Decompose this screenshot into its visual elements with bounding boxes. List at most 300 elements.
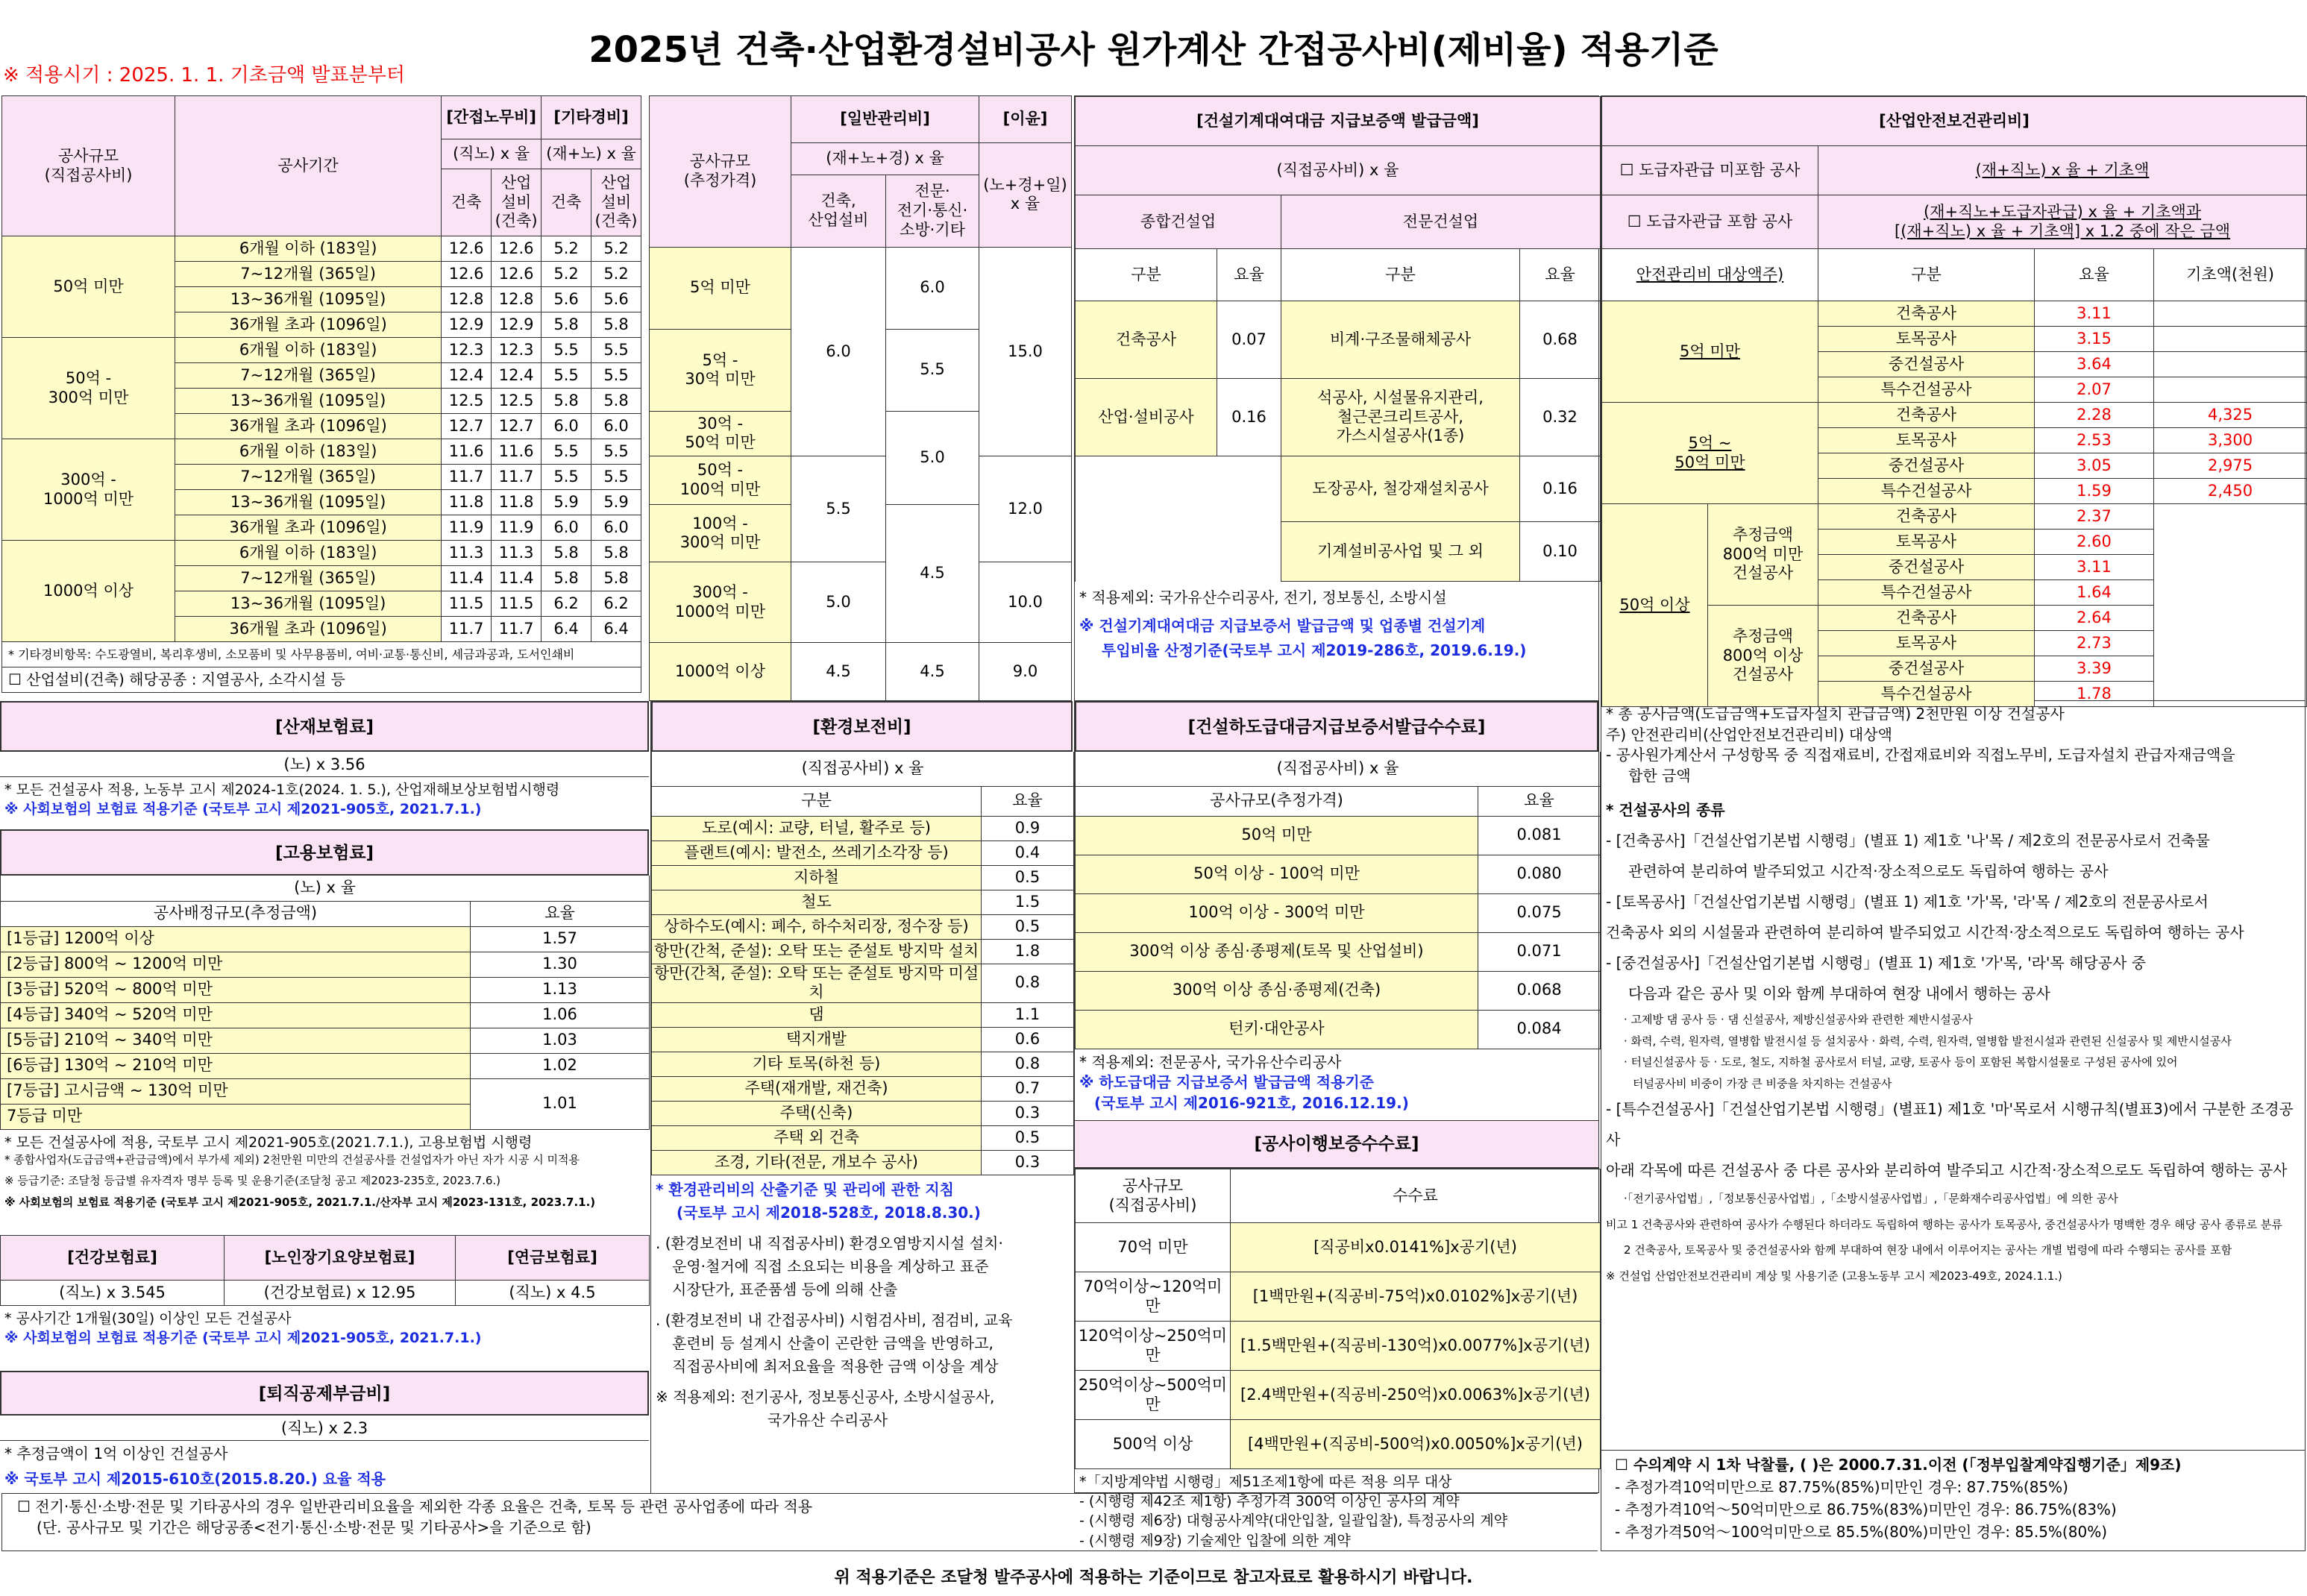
perf-scale: 70억이상~120억미만 xyxy=(1076,1272,1231,1322)
kinds-line: 아래 각목에 따른 건설공사 중 다른 공사와 분리하여 발주되고 시간적·장소적으로도 독립하여 행하는 공사 xyxy=(1606,1161,2288,1180)
rate-cell: 5.8 xyxy=(542,541,591,566)
rate-cell: 11.8 xyxy=(442,490,492,515)
env-type: 주택(신축) xyxy=(652,1101,982,1125)
sub-scale: 50억 미만 xyxy=(1076,816,1478,855)
gm-value: 5.0 xyxy=(791,562,886,643)
bid-line: - 추정가격50억～100억미만으로 85.5%(80%)미만인 경우: 85.5%(80%) xyxy=(1615,1523,2107,1541)
footer-note: 위 적용기준은 조달청 발주공사에 적용하는 기준이므로 참고자료로 활용하시기 바랍니다. xyxy=(834,1568,1473,1587)
safety-type: 건축공사 xyxy=(1818,606,2035,631)
perf-scale: 250억이상~500억미만 xyxy=(1076,1371,1231,1420)
safety-rate: 3.11 xyxy=(2035,301,2154,327)
environment-section xyxy=(650,701,1073,1493)
rate-cell: 5.5 xyxy=(591,439,641,465)
scale-cell: 1000억 이상 xyxy=(2,541,175,642)
env-rate: 0.3 xyxy=(982,1150,1074,1175)
env-note: . (환경보전비 내 직접공사비) 환경오염방지시설 설치· xyxy=(656,1234,1003,1252)
rate-cell: 11.4 xyxy=(442,566,492,591)
health-formula: (직노) x 3.545 xyxy=(1,1281,225,1306)
machine-title: [건설기계대여대금 지급보증액 발급금액] xyxy=(1076,97,1601,146)
env-note: 훈련비 등 설계시 산출이 곤란한 금액을 반영하고, xyxy=(672,1333,994,1352)
period-cell: 6개월 이하 (183일) xyxy=(175,541,442,566)
machine-type: 도장공사, 철강재설치공사 xyxy=(1281,456,1520,522)
employ-note: ※ 등급기준: 조달청 등급별 유자격자 명부 등록 및 운용기준(조달청 공고 제2023-235호, 2023.7.6.) xyxy=(4,1174,501,1188)
sub-scale: 턴키·대안공사 xyxy=(1076,1010,1478,1049)
period-cell: 6개월 이하 (183일) xyxy=(175,439,442,465)
perf-note: - (시행령 제9장) 기술제안 입찰에 의한 계약 xyxy=(1079,1532,1351,1549)
safety-option: ☐ 도급자관급 미포함 공사 xyxy=(1602,146,1818,195)
employ-grade: 7등급 미만 xyxy=(1,1104,471,1129)
machine-rate: 0.16 xyxy=(1520,456,1601,522)
profit-value: 12.0 xyxy=(979,456,1072,562)
col-indirect-labor: [간접노무비] xyxy=(442,96,542,139)
perf-note: - (시행령 제6장) 대형공사계약(대안입찰, 일괄입찰), 특정공사의 계약 xyxy=(1079,1512,1508,1530)
col-scale: 공사규모 (추정가격) xyxy=(650,96,791,248)
rate-cell: 12.6 xyxy=(442,262,492,287)
safety-type: 중건설공사 xyxy=(1818,555,2035,580)
safety-sub: 추정금액 800억 이상 건설공사 xyxy=(1708,606,1818,707)
kinds-line: 건축공사 외의 시설물과 관련하여 분리하여 발주되었고 시간적·장소적으로도 독립하여 행하는 공사 xyxy=(1606,923,2244,942)
col-header: 수수료 xyxy=(1231,1169,1601,1223)
retire-note: ※ 국토부 고시 제2015-610호(2015.8.20.) 요율 적용 xyxy=(4,1469,386,1488)
safety-scale: 5억 미만 xyxy=(1602,301,1818,403)
rate-cell: 5.6 xyxy=(542,287,591,312)
rate-cell: 5.6 xyxy=(591,287,641,312)
safety-base: 3,300 xyxy=(2154,428,2307,453)
machine-type: 건축공사 xyxy=(1076,301,1217,379)
safety-rate: 3.39 xyxy=(2035,656,2154,682)
env-note: 운영·철거에 직접 소요되는 비용을 계상하고 표준 xyxy=(672,1257,989,1275)
gm-value: 5.5 xyxy=(886,329,979,411)
sub-rate: 0.084 xyxy=(1478,1010,1601,1049)
retire-title: [퇴직공제부금비] xyxy=(0,1371,649,1416)
col-header: 요율 xyxy=(1478,786,1601,816)
scale-cell: 5억 미만 xyxy=(650,247,791,329)
rate-cell: 12.3 xyxy=(442,338,492,363)
health-note: ※ 사회보험의 보험료 적용기준 (국토부 고시 제2021-905호, 2021.7.1.) xyxy=(4,1330,482,1347)
gm-value: 4.5 xyxy=(886,504,979,642)
col-header: 공사규모(추정가격) xyxy=(1076,786,1478,816)
col-header: 구분 xyxy=(1076,249,1217,301)
env-rate: 0.8 xyxy=(982,1052,1074,1076)
employ-grade: [4등급] 340억 ~ 520억 미만 xyxy=(1,1002,471,1028)
rate-cell: 6.0 xyxy=(591,515,641,541)
period-cell: 7~12개월 (365일) xyxy=(175,262,442,287)
rate-cell: 11.9 xyxy=(442,515,492,541)
employment-insurance-section xyxy=(0,829,649,1235)
employ-rate: 1.06 xyxy=(471,1002,650,1028)
env-note: 직접공사비에 최저요율을 적용한 금액 이상을 계상 xyxy=(672,1357,999,1375)
safety-type: 중건설공사 xyxy=(1818,352,2035,377)
perf-fee: [2.4백만원+(직공비-250억)x0.0063%]x공기(년) xyxy=(1231,1371,1601,1420)
env-type: 항만(간척, 준설): 오탁 또는 준설토 방지막 설치 xyxy=(652,939,982,964)
empty-cell xyxy=(2154,504,2307,707)
safety-base: 2,450 xyxy=(2154,479,2307,504)
col-arch: 건축 xyxy=(542,169,591,236)
retire-note: * 추정금액이 1억 이상인 건설공사 xyxy=(4,1445,228,1463)
rate-cell: 5.5 xyxy=(542,338,591,363)
env-rate: 0.8 xyxy=(982,964,1074,1002)
rate-cell: 6.2 xyxy=(591,591,641,617)
period-cell: 36개월 초과 (1096일) xyxy=(175,414,442,439)
profit-formula: (노+경+일) x 율 xyxy=(979,142,1072,247)
other-formula: (재+노) x 율 xyxy=(542,139,641,169)
industrial-note: ※ 사회보험의 보험료 적용기준 (국토부 고시 제2021-905호, 2021.7.1.) xyxy=(4,801,482,818)
perf-note: *「지방계약법 시행령」제51조제1항에 따른 적용 의무 대상 xyxy=(1079,1474,1452,1490)
rate-cell: 6.0 xyxy=(542,515,591,541)
col-spec: 전문· 전기·통신· 소방·기타 xyxy=(886,175,979,247)
sub-scale: 50억 이상 - 100억 미만 xyxy=(1076,855,1478,893)
period-cell: 36개월 초과 (1096일) xyxy=(175,312,442,338)
perf-fee: [직공비x0.0141%]x공기(년) xyxy=(1231,1223,1601,1272)
health-note: * 공사기간 1개월(30일) 이상인 모든 건설공사 xyxy=(4,1310,292,1327)
scale-cell: 50억 - 100억 미만 xyxy=(650,456,791,505)
period-cell: 7~12개월 (365일) xyxy=(175,566,442,591)
employ-formula: (노) x 율 xyxy=(1,876,650,901)
kinds-line: - [특수건설공사]「건설산업기본법 시행령」(별표1) 제1호 '마'목로서 시행규칙(별표3)에서 구분한 조경공사 xyxy=(1606,1100,2294,1149)
kinds-heading: * 건설공사의 종류 xyxy=(1606,801,1725,820)
bid-line: - 추정가격10억미만으로 87.75%(85%)미만인 경우: 87.75%(85%) xyxy=(1615,1478,2068,1496)
rate-cell: 5.5 xyxy=(591,465,641,490)
pension-title: [연금보험료] xyxy=(456,1236,650,1281)
rate-cell: 5.5 xyxy=(542,363,591,389)
env-rate: 0.7 xyxy=(982,1076,1074,1101)
rate-cell: 12.5 xyxy=(492,389,542,414)
employ-title: [고용보험료] xyxy=(0,829,649,876)
machine-type: 석공사, 시설물유지관리, 철근콘크리트공사, 가스시설공사(1종) xyxy=(1281,379,1520,456)
rate-cell: 5.9 xyxy=(542,490,591,515)
machine-note: ※ 건설기계대여대금 지급보증서 발급금액 및 업종별 건설기계 xyxy=(1079,616,1486,635)
retirement-section xyxy=(0,1371,649,1493)
rate-cell: 6.2 xyxy=(542,591,591,617)
sub-rate: 0.075 xyxy=(1478,893,1601,932)
safety-sub: 추정금액 800억 미만 건설공사 xyxy=(1708,504,1818,606)
rate-cell: 11.6 xyxy=(442,439,492,465)
machine-rate: 0.07 xyxy=(1217,301,1281,379)
safety-section xyxy=(1601,95,2306,701)
safety-note: 주) 안전관리비(산업안전보건관리비) 대상액 xyxy=(1606,725,1892,744)
safety-base xyxy=(2154,377,2307,403)
sub-note: * 적용제외: 전문공사, 국가유산수리공사 xyxy=(1079,1052,1342,1071)
employ-note: ※ 사회보험의 보험료 적용기준 (국토부 고시 제2021-905호, 2021.7.1./산자부 고시 제2023-131호, 2023.7.1.) xyxy=(4,1196,596,1210)
perf-scale: 70억 미만 xyxy=(1076,1223,1231,1272)
kinds-line: - [건축공사]「건설산업기본법 시행령」(별표 1) 제1호 '나'목 / 제2호의 전문공사로서 건축물 xyxy=(1606,832,2210,850)
env-rate: 0.5 xyxy=(982,1125,1074,1150)
rate-cell: 5.8 xyxy=(591,389,641,414)
safety-base: 2,975 xyxy=(2154,453,2307,479)
env-rate: 1.5 xyxy=(982,890,1074,914)
col-header: 공사배정규모(추정금액) xyxy=(1,901,471,926)
machine-rate: 0.68 xyxy=(1520,301,1601,379)
rate-cell: 5.2 xyxy=(591,236,641,262)
safety-base xyxy=(2154,327,2307,352)
care-title: [노인장기요양보험료] xyxy=(225,1236,456,1281)
kinds-line: ※ 건설업 산업안전보건관리비 계상 및 사용기준 (고용노동부 고시 제2023-49호, 2024.1.1.) xyxy=(1606,1269,2062,1283)
col-header: 안전관리비 대상액주) xyxy=(1602,249,1818,301)
sub-rate: 0.071 xyxy=(1478,932,1601,971)
profit-value: 10.0 xyxy=(979,562,1072,643)
env-type: 상하수도(예시: 폐수, 하수처리장, 정수장 등) xyxy=(652,914,982,939)
sub-rate: 0.081 xyxy=(1478,816,1601,855)
machine-rate: 0.16 xyxy=(1217,379,1281,456)
perf-scale: 500억 이상 xyxy=(1076,1420,1231,1469)
industrial-title: [산재보험료] xyxy=(0,701,649,752)
safety-option: ☐ 도급자관급 포함 공사 xyxy=(1602,195,1818,249)
employ-grade: [5등급] 210억 ~ 340억 미만 xyxy=(1,1028,471,1053)
col-specialty: 전문건설업 xyxy=(1281,195,1601,249)
env-formula: (직접공사비) x 율 xyxy=(652,752,1074,786)
safety-rate: 2.60 xyxy=(2035,530,2154,555)
env-note: * 환경관리비의 산출기준 및 관리에 관한 지침 xyxy=(656,1180,954,1198)
gm-profit-table xyxy=(649,95,1071,701)
rate-cell: 12.3 xyxy=(492,338,542,363)
bid-rate-section xyxy=(1601,1450,2306,1551)
col-ind: 산업 설비 (건축) xyxy=(591,169,641,236)
safety-type: 토목공사 xyxy=(1818,631,2035,656)
performance-bond-section xyxy=(1074,1120,1599,1549)
period-cell: 7~12개월 (365일) xyxy=(175,465,442,490)
col-header: 기초액(천원) xyxy=(2154,249,2307,301)
machine-type: 산업·설비공사 xyxy=(1076,379,1217,456)
col-header: 구분 xyxy=(652,786,982,816)
env-rate: 0.3 xyxy=(982,1101,1074,1125)
env-type: 지하철 xyxy=(652,865,982,890)
col-header: 요율 xyxy=(982,786,1074,816)
safety-type: 건축공사 xyxy=(1818,403,2035,428)
perf-title: [공사이행보증수수료] xyxy=(1075,1121,1598,1169)
safety-title: [산업안전보건관리비] xyxy=(1602,97,2307,146)
safety-rate: 2.64 xyxy=(2035,606,2154,631)
safety-note: * 총 공사금액(도급금액+도급자설치 관급금액) 2천만원 이상 건설공사 xyxy=(1606,705,2065,723)
gm-formula: (재+노+경) x 율 xyxy=(791,142,979,175)
rate-cell: 11.3 xyxy=(492,541,542,566)
safety-notes xyxy=(1601,701,2306,1450)
env-type: 도로(예시: 교량, 터널, 활주로 등) xyxy=(652,816,982,841)
env-note: 국가유산 수리공사 xyxy=(768,1410,888,1429)
retire-formula: (직노) x 2.3 xyxy=(0,1416,649,1441)
period-cell: 6개월 이하 (183일) xyxy=(175,236,442,262)
gm-value: 6.0 xyxy=(886,247,979,329)
rate-cell: 12.9 xyxy=(442,312,492,338)
machine-rate: 0.32 xyxy=(1520,379,1601,456)
rate-cell: 5.5 xyxy=(542,465,591,490)
env-title: [환경보전비] xyxy=(651,701,1073,752)
employ-note: * 모든 건설공사에 적용, 국토부 고시 제2021-905호(2021.7.1.), 고용보험법 시행령 xyxy=(4,1134,533,1151)
env-rate: 1.1 xyxy=(982,1002,1074,1027)
rate-cell: 12.4 xyxy=(442,363,492,389)
labor-table xyxy=(1,95,641,689)
employ-rate: 1.01 xyxy=(471,1078,650,1129)
safety-rate: 3.64 xyxy=(2035,352,2154,377)
health-section xyxy=(0,1235,649,1371)
machine-formula: (직접공사비) x 율 xyxy=(1076,146,1601,195)
period-cell: 13~36개월 (1095일) xyxy=(175,389,442,414)
machine-note: 투입비율 산정기준(국토부 고시 제2019-286호, 2019.6.19.) xyxy=(1102,641,1527,660)
rate-cell: 5.8 xyxy=(591,566,641,591)
rate-cell: 5.2 xyxy=(542,236,591,262)
scale-cell: 50억 - 300억 미만 xyxy=(2,338,175,439)
kinds-line: · 화력, 수력, 원자력, 열병합 발전시설 등 설치공사 · 화력, 수력, 원자력, 열병합 발전시설과 관련된 신설공사 및 제반시설공사 xyxy=(1624,1034,2232,1048)
rate-cell: 5.8 xyxy=(591,312,641,338)
safety-base: 4,325 xyxy=(2154,403,2307,428)
rate-cell: 12.9 xyxy=(492,312,542,338)
col-header: 요율 xyxy=(1217,249,1281,301)
kinds-line: - [중건설공사]「건설산업기본법 시행령」(별표 1) 제1호 '가'목, '라'목 해당공사 중 xyxy=(1606,954,2147,973)
env-note: 시장단가, 표준품셈 등에 의해 산출 xyxy=(672,1280,898,1298)
rate-cell: 12.8 xyxy=(492,287,542,312)
col-header: 요율 xyxy=(2035,249,2154,301)
perf-note: - (시행령 제42조 제1항) 추정가격 300억 이상인 공사의 계약 xyxy=(1079,1493,1460,1510)
env-rate: 0.4 xyxy=(982,841,1074,865)
scale-cell: 1000억 이상 xyxy=(650,643,791,701)
safety-scale: 5억 ~ 50억 미만 xyxy=(1602,403,1818,504)
safety-rate: 2.73 xyxy=(2035,631,2154,656)
rate-cell: 12.7 xyxy=(492,414,542,439)
sub-formula: (직접공사비) x 율 xyxy=(1076,752,1601,786)
rate-cell: 12.6 xyxy=(492,262,542,287)
machine-note: * 적용제외: 국가유산수리공사, 전기, 정보통신, 소방시설 xyxy=(1079,588,1447,606)
gm-value: 5.5 xyxy=(791,456,886,562)
employ-grade: [1등급] 1200억 이상 xyxy=(1,926,471,952)
gm-value: 4.5 xyxy=(886,643,979,701)
bid-line: - 추정가격10억～50억미만으로 86.75%(83%)미만인 경우: 86.75%(83%) xyxy=(1615,1501,2117,1518)
rate-cell: 11.7 xyxy=(442,617,492,642)
col-gm: [일반관리비] xyxy=(791,96,979,143)
employ-rate: 1.57 xyxy=(471,926,650,952)
col-scale: 공사규모 (직접공사비) xyxy=(2,96,175,236)
rate-cell: 12.8 xyxy=(442,287,492,312)
col-ind: 산업 설비 (건축) xyxy=(492,169,542,236)
rate-cell: 6.4 xyxy=(542,617,591,642)
subcontract-section xyxy=(1074,701,1599,1120)
bottom-note-line: ☐ 전기·통신·소방·전문 및 기타공사의 경우 일반관리비요율을 제외한 각종 요율은 건축, 토목 등 관련 공사업종에 따라 적용 xyxy=(17,1498,813,1515)
gm-value: 6.0 xyxy=(791,247,886,456)
env-type: 기타 토목(하천 등) xyxy=(652,1052,982,1076)
bid-title: ☐ 수의계약 시 1차 낙찰률, ( )은 2000.7.31.이전 (「정부입찰계약집행기준」제9조) xyxy=(1615,1456,2182,1474)
kinds-line: · 터널신설공사 등 · 도로, 철도, 지하철 공사로서 터널, 교량, 토공사 등이 포함된 복합시설물로 구성된 공사에 있어 xyxy=(1624,1055,2178,1069)
rate-cell: 11.6 xyxy=(492,439,542,465)
sub-scale: 100억 이상 - 300억 미만 xyxy=(1076,893,1478,932)
employ-grade: [6등급] 130억 ~ 210억 미만 xyxy=(1,1053,471,1078)
env-note: . (환경보전비 내 간접공사비) 시험검사비, 점검비, 교육 xyxy=(656,1310,1013,1329)
kinds-line: · 고제방 댐 공사 등 · 댐 신설공사, 제방신설공사와 관련한 제반시설공사 xyxy=(1624,1013,1973,1027)
env-type: 항만(간척, 준설): 오탁 또는 준설토 방지막 미설치 xyxy=(652,964,982,1002)
sub-title: [건설하도급대금지급보증서발급수수료] xyxy=(1075,701,1598,752)
period-cell: 13~36개월 (1095일) xyxy=(175,490,442,515)
safety-type: 건축공사 xyxy=(1818,504,2035,530)
rate-cell: 11.9 xyxy=(492,515,542,541)
env-type: 택지개발 xyxy=(652,1027,982,1052)
labor-note: ☐ 산업설비(건축) 해당공종 : 지열공사, 소각시설 등 xyxy=(2,667,641,693)
rate-cell: 5.9 xyxy=(591,490,641,515)
perf-fee: [1.5백만원+(직공비-130억)x0.0077%]x공기(년) xyxy=(1231,1322,1601,1371)
employ-rate: 1.30 xyxy=(471,952,650,977)
kinds-line: ·「전기공사업법」,「정보통신공사업법」,「소방시설공사업법」,「문화재수리공사업법」에 의한 공사 xyxy=(1624,1192,2118,1206)
scale-cell: 50억 미만 xyxy=(2,236,175,338)
safety-type: 토목공사 xyxy=(1818,327,2035,352)
kinds-line: 다음과 같은 공사 및 이와 함께 부대하여 현장 내에서 행하는 공사 xyxy=(1628,984,2050,1003)
col-header: 요율 xyxy=(471,901,650,926)
kinds-line: 관련하여 분리하여 발주되었고 시간적·장소적으로도 독립하여 행하는 공사 xyxy=(1628,862,2109,881)
pension-formula: (직노) x 4.5 xyxy=(456,1281,650,1306)
rate-cell: 6.0 xyxy=(542,414,591,439)
rate-cell: 5.8 xyxy=(542,566,591,591)
scale-cell: 100억 - 300억 미만 xyxy=(650,504,791,562)
env-type: 주택(재개발, 재건축) xyxy=(652,1076,982,1101)
gm-value: 5.0 xyxy=(886,411,979,504)
safety-rate: 2.07 xyxy=(2035,377,2154,403)
safety-rate: 1.64 xyxy=(2035,580,2154,606)
safety-rate: 1.78 xyxy=(2035,682,2154,707)
kinds-line: 비고 1 건축공사와 관련하여 공사가 수행된다 하더라도 독립하여 행하는 공사가 토목공사, 중건설공사가 명백한 경우 해당 공사 종류로 분류 xyxy=(1606,1217,2282,1231)
env-rate: 0.9 xyxy=(982,816,1074,841)
industrial-insurance-section xyxy=(0,701,649,829)
rate-cell: 12.5 xyxy=(442,389,492,414)
safety-formula: [(재+직노) x 율 + 기초액] x 1.2 중에 작은 금액 xyxy=(1895,222,2231,240)
employ-rate: 1.13 xyxy=(471,977,650,1002)
col-general: 종합건설업 xyxy=(1076,195,1281,249)
page-title: 2025년 건축·산업환경설비공사 원가계산 간접공사비(제비율) 적용기준 xyxy=(588,29,1719,71)
employ-rate: 1.02 xyxy=(471,1053,650,1078)
perf-scale: 120억이상~250억미만 xyxy=(1076,1322,1231,1371)
safety-rate: 2.37 xyxy=(2035,504,2154,530)
scale-cell: 5억 - 30억 미만 xyxy=(650,329,791,411)
employ-grade: [2등급] 800억 ~ 1200억 미만 xyxy=(1,952,471,977)
kinds-line: - [토목공사]「건설산업기본법 시행령」(별표 1) 제1호 '가'목, '라'목 / 제2호의 전문공사로서 xyxy=(1606,893,2209,911)
machine-type: 비계·구조물해체공사 xyxy=(1281,301,1520,379)
rate-cell: 6.0 xyxy=(591,414,641,439)
rate-cell: 12.6 xyxy=(492,236,542,262)
sub-scale: 300억 이상 종심·종평제(토목 및 산업설비) xyxy=(1076,932,1478,971)
period-cell: 36개월 초과 (1096일) xyxy=(175,515,442,541)
health-title: [건강보험료] xyxy=(1,1236,225,1281)
env-rate: 0.6 xyxy=(982,1027,1074,1052)
col-other-expense: [기타경비] xyxy=(542,96,641,139)
employ-grade: [7등급] 고시금액 ~ 130억 미만 xyxy=(1,1078,471,1104)
safety-base xyxy=(2154,352,2307,377)
rate-cell: 5.8 xyxy=(591,541,641,566)
rate-cell: 11.7 xyxy=(442,465,492,490)
safety-rate: 3.15 xyxy=(2035,327,2154,352)
sub-note: (국토부 고시 제2016-921호, 2016.12.19.) xyxy=(1094,1093,1409,1112)
env-type: 댐 xyxy=(652,1002,982,1027)
bottom-note-line: (단. 공사규모 및 기간은 해당공종<전기·통신·소방·전문 및 기타공사>을 기준으로 함) xyxy=(37,1518,591,1536)
safety-formula: (재+직노+도급자관급) x 율 + 기초액과 xyxy=(1924,202,2202,221)
safety-rate: 3.11 xyxy=(2035,555,2154,580)
safety-rate: 2.53 xyxy=(2035,428,2154,453)
safety-type: 특수건설공사 xyxy=(1818,580,2035,606)
safety-rate: 3.05 xyxy=(2035,453,2154,479)
period-cell: 13~36개월 (1095일) xyxy=(175,287,442,312)
rate-cell: 5.2 xyxy=(591,262,641,287)
col-arch: 건축 xyxy=(442,169,492,236)
scale-cell: 300억 - 1000억 미만 xyxy=(2,439,175,541)
scale-cell: 30억 - 50억 미만 xyxy=(650,411,791,456)
safety-formula: (재+직노) x 율 + 기초액 xyxy=(1818,146,2307,195)
period-cell: 36개월 초과 (1096일) xyxy=(175,617,442,642)
employ-rate: 1.03 xyxy=(471,1028,650,1053)
rate-cell: 5.5 xyxy=(591,338,641,363)
machine-type: 기계설비공사업 및 그 외 xyxy=(1281,522,1520,582)
col-header: 구분 xyxy=(1818,249,2035,301)
employ-grade: [3등급] 520억 ~ 800억 미만 xyxy=(1,977,471,1002)
safety-type: 건축공사 xyxy=(1818,301,2035,327)
rate-cell: 5.5 xyxy=(542,439,591,465)
industrial-formula: (노) x 3.56 xyxy=(0,752,649,777)
rate-cell: 11.8 xyxy=(492,490,542,515)
indirect-formula: (직노) x 율 xyxy=(442,139,542,169)
rate-cell: 11.5 xyxy=(492,591,542,617)
period-cell: 7~12개월 (365일) xyxy=(175,363,442,389)
